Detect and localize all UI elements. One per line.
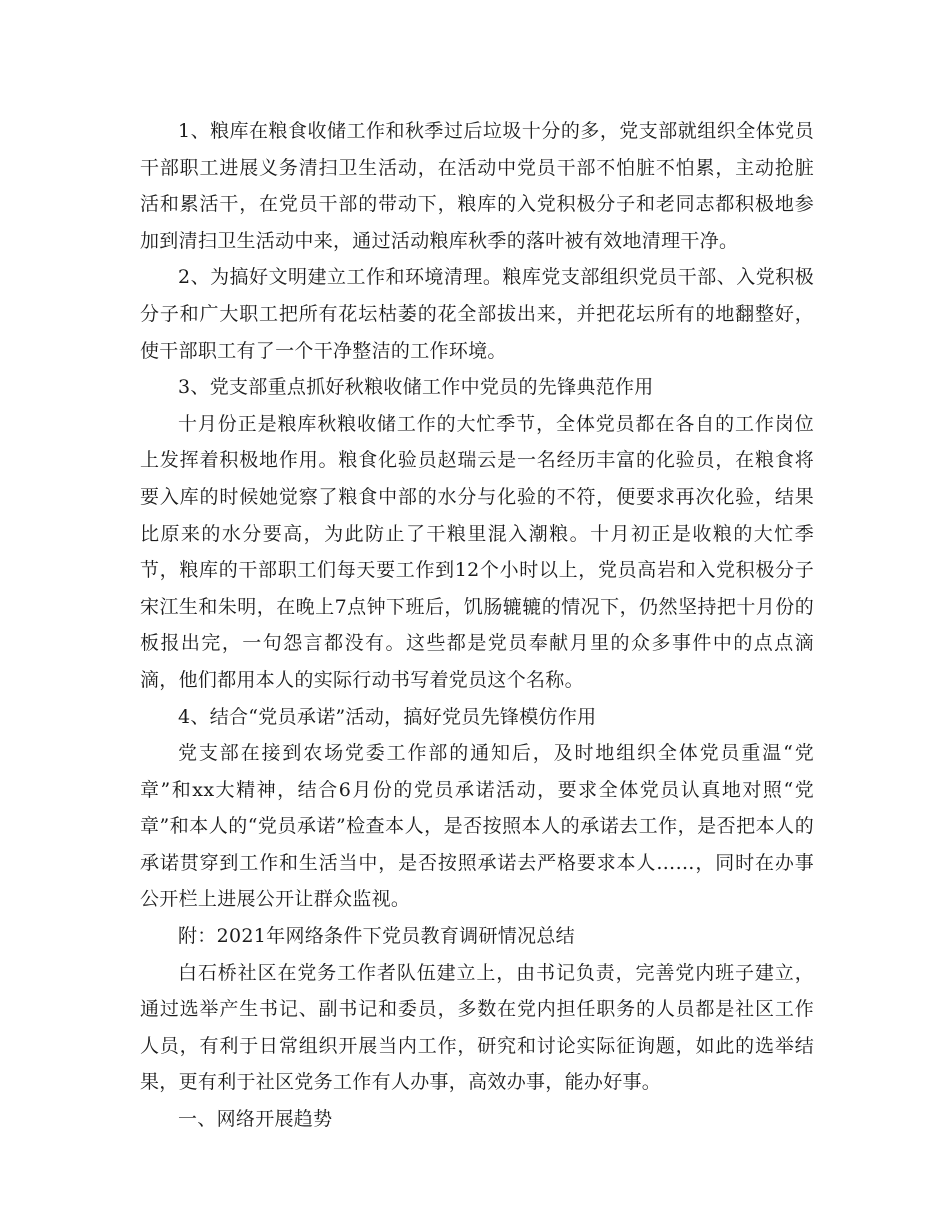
paragraph-heading-member-pledge: 4、结合“党员承诺”活动，搞好党员先锋模仿作用 — [178, 705, 597, 728]
paragraph-heading-vanguard-role: 3、党支部重点抓好秋粮收储工作中党员的先锋典范作用 — [178, 376, 654, 399]
paragraph-section-network-trend: 一、网络开展趋势 — [178, 1108, 333, 1131]
paragraph-october-harvest: 十月份正是粮库秋粮收储工作的大忙季节，全体党员都在各自的工作岗位上发挥着积极地作用。粮食化验员赵瑞云是一名经历丰富的化验员，在粮食将要入库的时候她觉察了粮食中部的水分与化验的不符，便要求再次化验，结果比原来的水分要高，为此防止了干粮里混入潮粮。十月初正是收粮的大忙季节，粮库的干部职工们每天要工作到12个小时以上，党员高岩和入党积极分子宋江生和朱明，在晚上7点钟下班后，饥肠辘辘的情况下，仍然坚持把十月份的板报出完，一句怨言都没有。这些都是党员奉献月里的众多事件中的点点滴滴，他们都用本人的实际行动书写着党员这个名称。 — [140, 412, 814, 691]
paragraph-cleanup-activity: 1、粮库在粮食收储工作和秋季过后垃圾十分的多，党支部就组织全体党员干部职工进展义务清扫卫生活动，在活动中党员干部不怕脏不怕累，主动抢脏活和累活干，在党员干部的带动下，粮库的入党积极分子和老同志都积极地参加到清扫卫生活动中来，通过活动粮库秋季的落叶被有效地清理干净。 — [140, 120, 814, 252]
paragraph-civilization-construction: 2、为搞好文明建立工作和环境清理。粮库党支部组织党员干部、入党积极分子和广大职工把所有花坛枯萎的花全部拔出来，并把花坛所有的地翻整好，使干部职工有了一个干净整洁的工作环境。 — [140, 266, 814, 362]
paragraph-community-team: 白石桥社区在党务工作者队伍建立上，由书记负责，完善党内班子建立，通过选举产生书记、副书记和委员，多数在党内担任职务的人员都是社区工作人员，有利于日常组织开展当内工作，研究和讨论实际征询题，如此的选举结果，更有利于社区党务工作有人办事，高效办事，能办好事。 — [140, 961, 814, 1094]
paragraph-appendix-title: 附：2021年网络条件下党员教育调研情况总结 — [178, 925, 575, 948]
paragraph-pledge-activity: 党支部在接到农场党委工作部的通知后，及时地组织全体党员重温“党章”和xx大精神，结合6月份的党员承诺活动，要求全体党员认真地对照“党章”和本人的“党员承诺”检查本人，是否按照本人的承诺去工作，是否把本人的承诺贯穿到工作和生活当中，是否按照承诺去严格要求本人……，同时在办事公开栏上进展公开让群众监视。 — [140, 742, 814, 911]
document-body — [140, 113, 814, 1138]
